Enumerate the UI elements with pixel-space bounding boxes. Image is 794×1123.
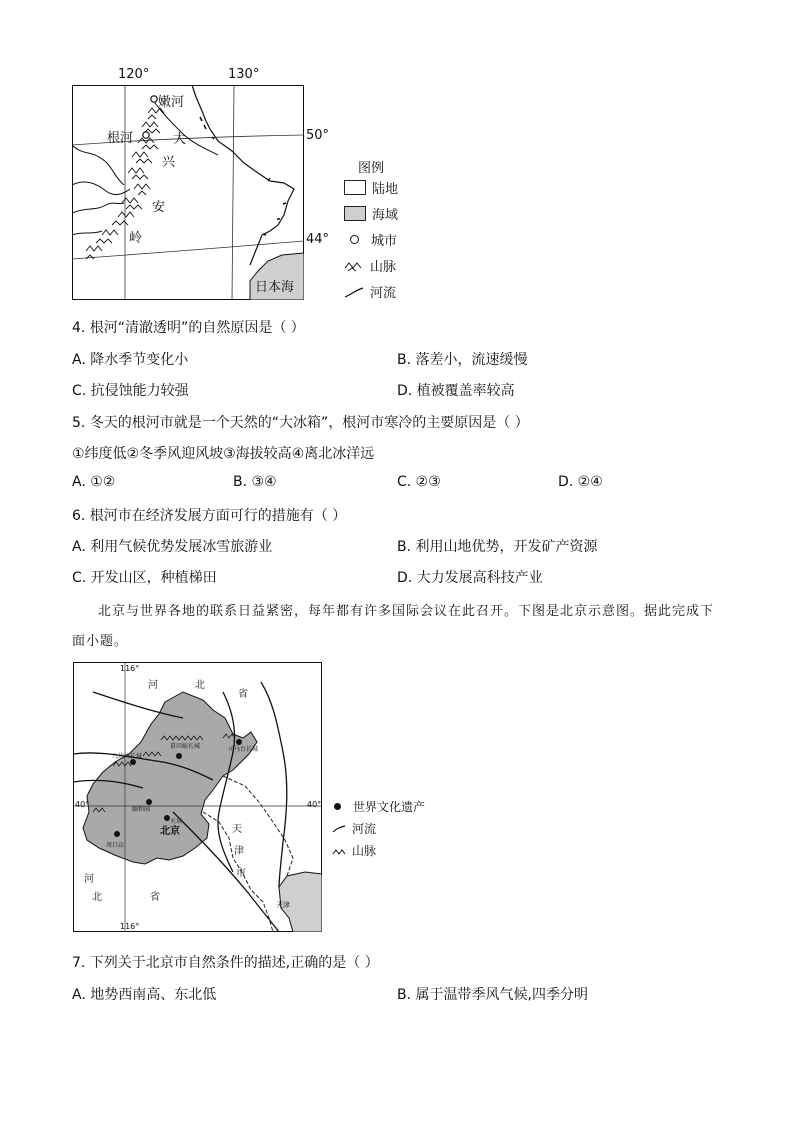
map1-lon-130: 130° <box>228 67 260 82</box>
city-label-genhe: 根河 <box>107 131 134 146</box>
map2-frame <box>73 662 322 932</box>
sea-label: 日本海 <box>255 280 295 295</box>
passage-line-2: 面小题。 <box>72 634 129 649</box>
map1-frame <box>72 85 304 300</box>
map1-svg <box>72 85 304 300</box>
q5-option-c: C. ②③ <box>397 474 441 490</box>
passage-line-1: 北京与世界各地的联系日益紧密，每年都有许多国际会议在此召开。下图是北京示意图。据此完成下 <box>98 604 715 619</box>
mountain-icon <box>332 846 346 856</box>
q6-option-d: D. 大力发展高科技产业 <box>397 570 543 586</box>
legend-city-label: 城市 <box>371 234 398 249</box>
q6-option-a: A. 利用气候优势发展冰雪旅游业 <box>72 539 273 555</box>
legend2-mountain-label: 山脉 <box>352 844 377 858</box>
tianjin-1: 天 <box>232 824 242 835</box>
legend-land <box>344 178 398 197</box>
map2-lon-top: 116° <box>120 664 140 673</box>
q5-option-d: D. ②④ <box>558 474 603 490</box>
province-bottom-1: 河 <box>84 874 94 885</box>
province-top-2: 北 <box>195 680 205 691</box>
legend-river-label: 河流 <box>370 286 397 301</box>
legend-title: 图例 <box>358 161 385 176</box>
heritage-dot-icon <box>334 803 341 810</box>
q5-option-a: A. ①② <box>72 474 116 490</box>
city-marker-genhe <box>143 132 149 138</box>
site-label-zhoukoudian: 周口店 <box>106 842 125 849</box>
q5-option-b: B. ③④ <box>233 474 277 490</box>
site-label-summer-palace: 颐和园 <box>132 806 151 813</box>
site-label-simatai: 司马台长城 <box>228 746 259 753</box>
q6-option-b: B. 利用山地优势，开发矿产资源 <box>397 539 598 555</box>
site-label-mutianyu: 慕田峪长城 <box>170 743 201 750</box>
legend-river <box>344 282 396 301</box>
mountain-icon <box>344 260 364 272</box>
legend-mountain <box>344 256 396 275</box>
range-char-2: 兴 <box>162 155 176 170</box>
legend2-river-label: 河流 <box>352 822 377 836</box>
map2-lat-right: 40° <box>307 800 322 809</box>
city-label-nenjiang: 嫩河 <box>158 95 185 110</box>
q5-statements: ①纬度低②冬季风迎风坡③海拔较高④离北冰洋远 <box>72 446 375 462</box>
land-swatch <box>344 180 366 195</box>
site-mutianyu-dot <box>176 753 182 759</box>
city-circle-icon <box>350 235 359 244</box>
tianjin-2: 津 <box>234 846 244 857</box>
q7-option-b: B. 属于温带季风气候,四季分明 <box>397 987 588 1003</box>
tianjin-city-label: 天津 <box>276 901 290 909</box>
q4-option-c: C. 抗侵蚀能力较强 <box>72 383 189 399</box>
site-label-badaling: 八达岭长城 <box>112 753 143 760</box>
q7-option-a: A. 地势西南高、东北低 <box>72 987 217 1003</box>
range-char-3: 安 <box>152 200 166 215</box>
province-top-3: 省 <box>238 689 248 700</box>
tianjin-3: 市 <box>236 868 246 879</box>
river-icon <box>344 286 364 298</box>
legend2-mountain <box>332 842 376 859</box>
map1-lat-44: 44° <box>306 232 330 247</box>
legend2-heritage-label: 世界文化遗产 <box>353 800 426 814</box>
site-zhoukoudian-dot <box>114 831 120 837</box>
map2-lat-left: 40° <box>75 800 90 809</box>
q6-option-c: C. 开发山区，种植梯田 <box>72 570 217 586</box>
legend-city <box>350 230 397 249</box>
province-top-1: 河 <box>148 680 158 691</box>
sea-swatch <box>344 206 366 221</box>
beijing-label: 北京 <box>160 826 180 837</box>
q7-stem: 7. 下列关于北京市自然条件的描述,正确的是（ ） <box>72 955 379 971</box>
province-bottom-3: 省 <box>150 892 160 903</box>
province-bottom-2: 北 <box>92 892 102 903</box>
q6-stem: 6. 根河市在经济发展方面可行的措施有（ ） <box>72 508 347 524</box>
city-marker-nenjiang <box>151 96 157 102</box>
legend-sea-label: 海域 <box>372 208 399 223</box>
q4-option-d: D. 植被覆盖率较高 <box>397 383 515 399</box>
map1-lat-50: 50° <box>306 128 330 143</box>
map1-lon-120: 120° <box>118 67 150 82</box>
legend-sea <box>344 204 398 223</box>
q5-stem: 5. 冬天的根河市就是一个天然的“大冰箱”，根河市寒冷的主要原因是（ ） <box>72 415 529 431</box>
site-label-temple: 天坛 <box>170 818 183 825</box>
legend2-heritage <box>332 798 425 815</box>
map2-svg <box>73 662 322 932</box>
river-icon <box>332 824 346 834</box>
range-char-1: 大 <box>173 132 187 147</box>
legend2-river <box>332 820 376 837</box>
q4-stem: 4. 根河“清澈透明”的自然原因是（ ） <box>72 320 305 336</box>
map2-lon-bottom: 116° <box>120 922 140 931</box>
legend-mountain-label: 山脉 <box>370 260 397 275</box>
q4-option-b: B. 落差小，流速缓慢 <box>397 352 528 368</box>
q4-option-a: A. 降水季节变化小 <box>72 352 189 368</box>
range-char-4: 岭 <box>129 231 143 246</box>
legend-land-label: 陆地 <box>372 182 399 197</box>
